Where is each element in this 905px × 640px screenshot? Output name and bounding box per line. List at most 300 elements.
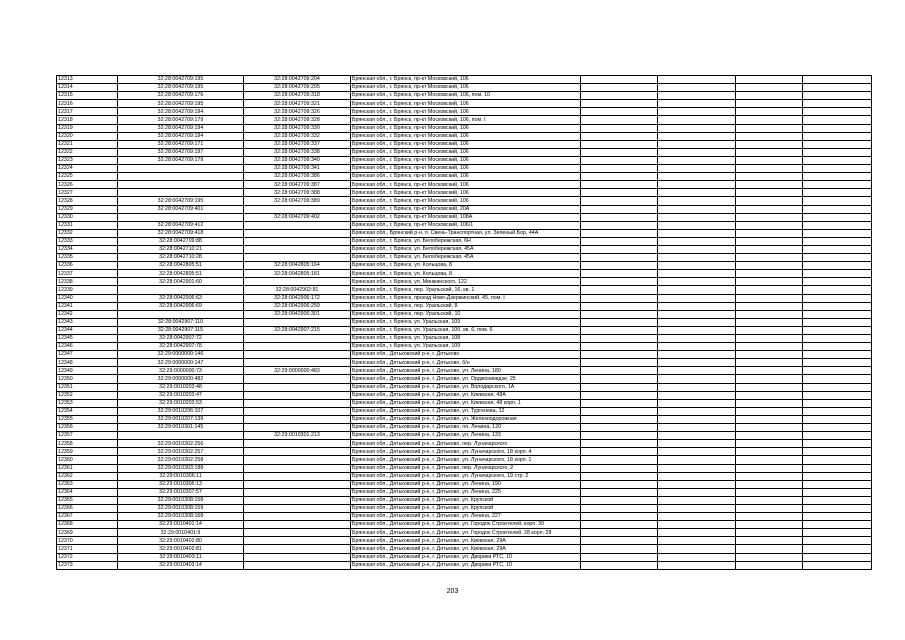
empty-cell	[803, 415, 872, 423]
empty-cell	[803, 205, 872, 213]
object-cadastral-number-cell	[244, 553, 351, 561]
row-number-cell: 12370	[57, 537, 118, 545]
empty-cell	[581, 108, 658, 116]
empty-cell	[736, 351, 803, 359]
table-row	[57, 480, 872, 488]
address-cell: Брянская обл., г. Брянск, ул. Белобережская, 45А	[351, 245, 581, 253]
empty-cell	[658, 221, 736, 229]
empty-cell	[581, 294, 658, 302]
empty-cell	[736, 367, 803, 375]
empty-cell	[581, 124, 658, 132]
row-number-cell: 12345	[57, 335, 118, 343]
row-number-cell: 12364	[57, 488, 118, 496]
address-cell: Брянская обл., Дятьковский р-н, г. Дятьково, ул. Крупской	[351, 496, 581, 504]
object-cadastral-number-cell: 32:28:0042709:326	[244, 108, 351, 116]
empty-cell	[736, 326, 803, 334]
parcel-cadastral-number-cell: 32:28:0042709:197	[118, 148, 244, 156]
empty-cell	[803, 553, 872, 561]
address-cell: Брянская обл., Дятьковский р-н, г. Дятьково, ул. Ленина, 133	[351, 432, 581, 440]
empty-cell	[803, 351, 872, 359]
row-number-cell: 12327	[57, 189, 118, 197]
row-number-cell: 12346	[57, 343, 118, 351]
parcel-cadastral-number-cell: 32:28:0042805:51	[118, 270, 244, 278]
parcel-cadastral-number-cell: 32:29:0010203:53	[118, 399, 244, 407]
address-cell: Брянская обл., г. Брянск, ул. Белобережская, 45А	[351, 254, 581, 262]
object-cadastral-number-cell: 32:29:0000000:483	[244, 367, 351, 375]
register-table-body	[57, 76, 872, 570]
empty-cell	[658, 472, 736, 480]
empty-cell	[581, 270, 658, 278]
address-cell: Брянская обл., Дятьковский р-н, г. Дятьково, пер. Луначарского	[351, 440, 581, 448]
empty-cell	[803, 432, 872, 440]
object-cadastral-number-cell	[244, 229, 351, 237]
address-cell: Брянская обл., Дятьковский р-н, г. Дятьково, ул. Киевская, 48А	[351, 391, 581, 399]
parcel-cadastral-number-cell: 32:28:0042907:72	[118, 335, 244, 343]
empty-cell	[658, 415, 736, 423]
table-row	[57, 116, 872, 124]
object-cadastral-number-cell: 32:28:0042709:321	[244, 100, 351, 108]
empty-cell	[658, 318, 736, 326]
row-number-cell: 12332	[57, 229, 118, 237]
object-cadastral-number-cell	[244, 472, 351, 480]
parcel-cadastral-number-cell: 32:28:0042901:60	[118, 278, 244, 286]
empty-cell	[803, 318, 872, 326]
empty-cell	[736, 553, 803, 561]
empty-cell	[736, 262, 803, 270]
row-number-cell: 12359	[57, 448, 118, 456]
address-cell: Брянская обл., Дятьковский р-н, г. Дятьково, ул. Железнодорожная	[351, 415, 581, 423]
row-number-cell: 12316	[57, 100, 118, 108]
empty-cell	[736, 310, 803, 318]
parcel-cadastral-number-cell: 32:29:0010302:256	[118, 440, 244, 448]
empty-cell	[658, 173, 736, 181]
parcel-cadastral-number-cell	[118, 189, 244, 197]
empty-cell	[803, 424, 872, 432]
object-cadastral-number-cell: 32:28:0042709:388	[244, 189, 351, 197]
empty-cell	[803, 375, 872, 383]
empty-cell	[803, 399, 872, 407]
row-number-cell: 12326	[57, 181, 118, 189]
table-row	[57, 245, 872, 253]
empty-cell	[658, 504, 736, 512]
empty-cell	[803, 100, 872, 108]
address-cell: Брянская обл., г. Брянск, пр-кт Московский, 106/1	[351, 221, 581, 229]
empty-cell	[803, 496, 872, 504]
row-number-cell: 12357	[57, 432, 118, 440]
table-row	[57, 124, 872, 132]
parcel-cadastral-number-cell: 32:29:0010307:57	[118, 488, 244, 496]
object-cadastral-number-cell	[244, 488, 351, 496]
object-cadastral-number-cell	[244, 278, 351, 286]
empty-cell	[581, 545, 658, 553]
empty-cell	[658, 294, 736, 302]
parcel-cadastral-number-cell: 32:29:0010207:139	[118, 415, 244, 423]
table-row	[57, 375, 872, 383]
table-row	[57, 399, 872, 407]
table-row	[57, 132, 872, 140]
address-cell: Брянская обл., г. Брянск, ул. Кольцова, 8	[351, 262, 581, 270]
row-number-cell: 12372	[57, 553, 118, 561]
table-row	[57, 100, 872, 108]
empty-cell	[581, 521, 658, 529]
empty-cell	[803, 213, 872, 221]
address-cell: Брянская обл., Дятьковский р-н, г. Дятьково, ул. Луначарского, 19 стр. 2	[351, 472, 581, 480]
row-number-cell: 12366	[57, 504, 118, 512]
empty-cell	[803, 245, 872, 253]
empty-cell	[658, 245, 736, 253]
empty-cell	[736, 165, 803, 173]
object-cadastral-number-cell	[244, 383, 351, 391]
empty-cell	[581, 351, 658, 359]
empty-cell	[658, 359, 736, 367]
object-cadastral-number-cell: 32:28:0042907:215	[244, 326, 351, 334]
address-cell: Брянская обл., Дятьковский р-н, г. Дятьково, ул. Киевская, 29А	[351, 537, 581, 545]
parcel-cadastral-number-cell: 32:28:0042709:195	[118, 197, 244, 205]
parcel-cadastral-number-cell: 32:28:0042709:179	[118, 116, 244, 124]
object-cadastral-number-cell: 32:28:0042709:340	[244, 156, 351, 164]
empty-cell	[658, 197, 736, 205]
empty-cell	[736, 197, 803, 205]
address-cell: Брянская обл., г. Брянск, пер. Уральский, 16, кв. 1	[351, 286, 581, 294]
table-row	[57, 561, 872, 569]
object-cadastral-number-cell: 32:28:0042709:205	[244, 84, 351, 92]
empty-cell	[803, 156, 872, 164]
empty-cell	[581, 367, 658, 375]
object-cadastral-number-cell	[244, 537, 351, 545]
address-cell: Брянская обл., г. Брянск, пр-кт Московский, 106	[351, 108, 581, 116]
table-row	[57, 229, 872, 237]
empty-cell	[736, 561, 803, 569]
empty-cell	[581, 262, 658, 270]
address-cell: Брянская обл., Дятьковский р-н, г. Дятьково, ул. Луначарского, 18 корп. 1	[351, 456, 581, 464]
empty-cell	[581, 326, 658, 334]
table-row	[57, 351, 872, 359]
address-cell: Брянская обл., г. Брянск, пр-кт Московский, 106	[351, 84, 581, 92]
empty-cell	[803, 383, 872, 391]
empty-cell	[736, 237, 803, 245]
table-row	[57, 221, 872, 229]
table-row	[57, 521, 872, 529]
empty-cell	[803, 278, 872, 286]
empty-cell	[658, 480, 736, 488]
row-number-cell: 12358	[57, 440, 118, 448]
empty-cell	[581, 286, 658, 294]
empty-cell	[658, 124, 736, 132]
table-row	[57, 181, 872, 189]
empty-cell	[658, 488, 736, 496]
empty-cell	[803, 254, 872, 262]
address-cell: Брянская обл., Дятьковский р-н, г. Дятьково, ул. Ленина, 227	[351, 513, 581, 521]
object-cadastral-number-cell	[244, 529, 351, 537]
parcel-cadastral-number-cell: 32:28:0042709:194	[118, 132, 244, 140]
object-cadastral-number-cell	[244, 545, 351, 553]
empty-cell	[803, 189, 872, 197]
parcel-cadastral-number-cell: 32:28:0042709:412	[118, 221, 244, 229]
empty-cell	[658, 213, 736, 221]
empty-cell	[581, 100, 658, 108]
empty-cell	[581, 165, 658, 173]
table-row	[57, 254, 872, 262]
empty-cell	[658, 84, 736, 92]
row-number-cell: 12342	[57, 310, 118, 318]
address-cell: Брянская обл., г. Брянск, ул. Минжинского, 122	[351, 278, 581, 286]
address-cell: Брянская обл., г. Брянск, ул. Уральская, 108	[351, 335, 581, 343]
empty-cell	[581, 488, 658, 496]
empty-cell	[581, 205, 658, 213]
parcel-cadastral-number-cell: 32:28:0042709:194	[118, 108, 244, 116]
empty-cell	[658, 351, 736, 359]
parcel-cadastral-number-cell: 32:29:0010203:48	[118, 383, 244, 391]
object-cadastral-number-cell	[244, 391, 351, 399]
empty-cell	[581, 92, 658, 100]
object-cadastral-number-cell: 32:28:0042709:330	[244, 124, 351, 132]
table-row	[57, 326, 872, 334]
empty-cell	[736, 513, 803, 521]
parcel-cadastral-number-cell: 32:28:0042709:179	[118, 156, 244, 164]
parcel-cadastral-number-cell: 32:29:0010302:257	[118, 448, 244, 456]
empty-cell	[803, 529, 872, 537]
table-row	[57, 472, 872, 480]
empty-cell	[658, 464, 736, 472]
object-cadastral-number-cell: 32:28:0042709:332	[244, 132, 351, 140]
row-number-cell: 12356	[57, 424, 118, 432]
empty-cell	[803, 197, 872, 205]
parcel-cadastral-number-cell: 32:29:0010402:81	[118, 545, 244, 553]
empty-cell	[736, 173, 803, 181]
parcel-cadastral-number-cell: 32:28:0042907:115	[118, 326, 244, 334]
address-cell: Брянская обл., г. Брянск, пр-кт Московский, 106	[351, 124, 581, 132]
empty-cell	[736, 229, 803, 237]
empty-cell	[736, 254, 803, 262]
empty-cell	[658, 262, 736, 270]
empty-cell	[581, 245, 658, 253]
object-cadastral-number-cell	[244, 237, 351, 245]
parcel-cadastral-number-cell: 32:28:0042805:51	[118, 262, 244, 270]
address-cell: Брянская обл., г. Брянск, пр-кт Московский, 106	[351, 100, 581, 108]
empty-cell	[658, 181, 736, 189]
empty-cell	[658, 156, 736, 164]
empty-cell	[658, 553, 736, 561]
empty-cell	[803, 132, 872, 140]
object-cadastral-number-cell	[244, 480, 351, 488]
row-number-cell: 12329	[57, 205, 118, 213]
object-cadastral-number-cell: 32:28:0042906:259	[244, 302, 351, 310]
row-number-cell: 12315	[57, 92, 118, 100]
empty-cell	[736, 448, 803, 456]
object-cadastral-number-cell	[244, 359, 351, 367]
empty-cell	[581, 278, 658, 286]
empty-cell	[581, 383, 658, 391]
table-row	[57, 108, 872, 116]
row-number-cell: 12335	[57, 254, 118, 262]
object-cadastral-number-cell	[244, 561, 351, 569]
empty-cell	[803, 165, 872, 173]
empty-cell	[803, 464, 872, 472]
table-row	[57, 84, 872, 92]
object-cadastral-number-cell: 32:28:0042906:172	[244, 294, 351, 302]
row-number-cell: 12336	[57, 262, 118, 270]
table-row	[57, 286, 872, 294]
empty-cell	[581, 156, 658, 164]
empty-cell	[658, 561, 736, 569]
address-cell: Брянская обл., г. Брянск, пр-кт Московский, 106	[351, 173, 581, 181]
object-cadastral-number-cell: 32:28:0042709:341	[244, 165, 351, 173]
empty-cell	[736, 213, 803, 221]
empty-cell	[581, 359, 658, 367]
empty-cell	[581, 84, 658, 92]
parcel-cadastral-number-cell: 32:28:0042709:88	[118, 237, 244, 245]
empty-cell	[803, 448, 872, 456]
empty-cell	[581, 343, 658, 351]
parcel-cadastral-number-cell: 32:29:0010306:13	[118, 480, 244, 488]
row-number-cell: 12361	[57, 464, 118, 472]
table-row	[57, 318, 872, 326]
table-row	[57, 262, 872, 270]
row-number-cell: 12313	[57, 76, 118, 84]
empty-cell	[581, 513, 658, 521]
empty-cell	[581, 254, 658, 262]
parcel-cadastral-number-cell: 32:29:0010308:159	[118, 504, 244, 512]
empty-cell	[581, 424, 658, 432]
empty-cell	[736, 496, 803, 504]
empty-cell	[736, 302, 803, 310]
parcel-cadastral-number-cell: 32:28:0042709:195	[118, 84, 244, 92]
empty-cell	[581, 415, 658, 423]
address-cell: Брянская обл., Дятьковский р-н, г. Дятьково, ул. Луначарского, 18 корп. 4	[351, 448, 581, 456]
row-number-cell: 12314	[57, 84, 118, 92]
parcel-cadastral-number-cell	[118, 432, 244, 440]
empty-cell	[736, 424, 803, 432]
row-number-cell: 12354	[57, 407, 118, 415]
row-number-cell: 12363	[57, 480, 118, 488]
object-cadastral-number-cell	[244, 335, 351, 343]
empty-cell	[736, 383, 803, 391]
empty-cell	[803, 262, 872, 270]
parcel-cadastral-number-cell	[118, 165, 244, 173]
empty-cell	[803, 407, 872, 415]
empty-cell	[581, 197, 658, 205]
table-row	[57, 156, 872, 164]
empty-cell	[736, 521, 803, 529]
row-number-cell: 12355	[57, 415, 118, 423]
table-row	[57, 76, 872, 84]
parcel-cadastral-number-cell: 32:28:0042709:195	[118, 100, 244, 108]
address-cell: Брянская обл., г. Брянск, пр-кт Московский, 106	[351, 140, 581, 148]
object-cadastral-number-cell	[244, 496, 351, 504]
page-number: 203	[446, 588, 459, 595]
empty-cell	[658, 521, 736, 529]
object-cadastral-number-cell	[244, 456, 351, 464]
table-row	[57, 448, 872, 456]
parcel-cadastral-number-cell: 32:28:0042907:78	[118, 343, 244, 351]
empty-cell	[736, 440, 803, 448]
empty-cell	[736, 529, 803, 537]
address-cell: Брянская обл., г. Брянск, пр-кт Московский, 106	[351, 156, 581, 164]
empty-cell	[803, 173, 872, 181]
empty-cell	[658, 278, 736, 286]
row-number-cell: 12350	[57, 375, 118, 383]
empty-cell	[581, 432, 658, 440]
empty-cell	[736, 432, 803, 440]
object-cadastral-number-cell	[244, 504, 351, 512]
object-cadastral-number-cell	[244, 318, 351, 326]
parcel-cadastral-number-cell: 32:28:0042710:28	[118, 254, 244, 262]
row-number-cell: 12328	[57, 197, 118, 205]
empty-cell	[581, 561, 658, 569]
address-cell: Брянская обл., г. Брянск, ул. Кольцова, 8	[351, 270, 581, 278]
empty-cell	[581, 440, 658, 448]
object-cadastral-number-cell: 32:28:0042902:81	[244, 286, 351, 294]
parcel-cadastral-number-cell	[118, 310, 244, 318]
empty-cell	[736, 375, 803, 383]
row-number-cell: 12368	[57, 521, 118, 529]
row-number-cell: 12369	[57, 529, 118, 537]
parcel-cadastral-number-cell: 32:29:0010308:168	[118, 513, 244, 521]
empty-cell	[658, 496, 736, 504]
empty-cell	[581, 537, 658, 545]
empty-cell	[658, 391, 736, 399]
empty-cell	[658, 76, 736, 84]
empty-cell	[581, 318, 658, 326]
row-number-cell: 12334	[57, 245, 118, 253]
empty-cell	[736, 537, 803, 545]
empty-cell	[803, 545, 872, 553]
address-cell: Брянская обл., Дятьковский р-н, г. Дятьково, пер. Луначарского, 2	[351, 464, 581, 472]
empty-cell	[581, 399, 658, 407]
object-cadastral-number-cell: 32:28:0042709:204	[244, 76, 351, 84]
empty-cell	[658, 140, 736, 148]
table-row	[57, 173, 872, 181]
empty-cell	[803, 480, 872, 488]
empty-cell	[736, 278, 803, 286]
empty-cell	[581, 237, 658, 245]
empty-cell	[736, 245, 803, 253]
parcel-cadastral-number-cell: 32:29:0010303:188	[118, 464, 244, 472]
parcel-cadastral-number-cell: 32:29:0000000:482	[118, 375, 244, 383]
table-row	[57, 302, 872, 310]
object-cadastral-number-cell	[244, 448, 351, 456]
parcel-cadastral-number-cell: 32:28:0042709:176	[118, 92, 244, 100]
empty-cell	[581, 496, 658, 504]
object-cadastral-number-cell	[244, 351, 351, 359]
table-row	[57, 335, 872, 343]
row-number-cell: 12320	[57, 132, 118, 140]
table-row	[57, 383, 872, 391]
empty-cell	[736, 504, 803, 512]
empty-cell	[736, 100, 803, 108]
empty-cell	[658, 537, 736, 545]
object-cadastral-number-cell: 32:29:0010301:213	[244, 432, 351, 440]
table-row	[57, 513, 872, 521]
empty-cell	[581, 472, 658, 480]
table-row	[57, 294, 872, 302]
table-row	[57, 197, 872, 205]
empty-cell	[658, 310, 736, 318]
parcel-cadastral-number-cell	[118, 286, 244, 294]
empty-cell	[736, 294, 803, 302]
empty-cell	[658, 399, 736, 407]
empty-cell	[658, 424, 736, 432]
parcel-cadastral-number-cell: 32:28:0042709:194	[118, 124, 244, 132]
table-row	[57, 456, 872, 464]
parcel-cadastral-number-cell: 32:28:0042709:171	[118, 140, 244, 148]
empty-cell	[581, 189, 658, 197]
address-cell: Брянская обл., Дятьковский р-н, г. Дятьково, ул. Ленина, 180	[351, 367, 581, 375]
empty-cell	[581, 407, 658, 415]
address-cell: Брянская обл., Дятьковский р-н, г. Дятьково, ул. Дворики РТС, 10	[351, 553, 581, 561]
address-cell: Брянская обл., г. Брянск, пр-кт Московский, 106, пом. 10	[351, 92, 581, 100]
empty-cell	[581, 76, 658, 84]
